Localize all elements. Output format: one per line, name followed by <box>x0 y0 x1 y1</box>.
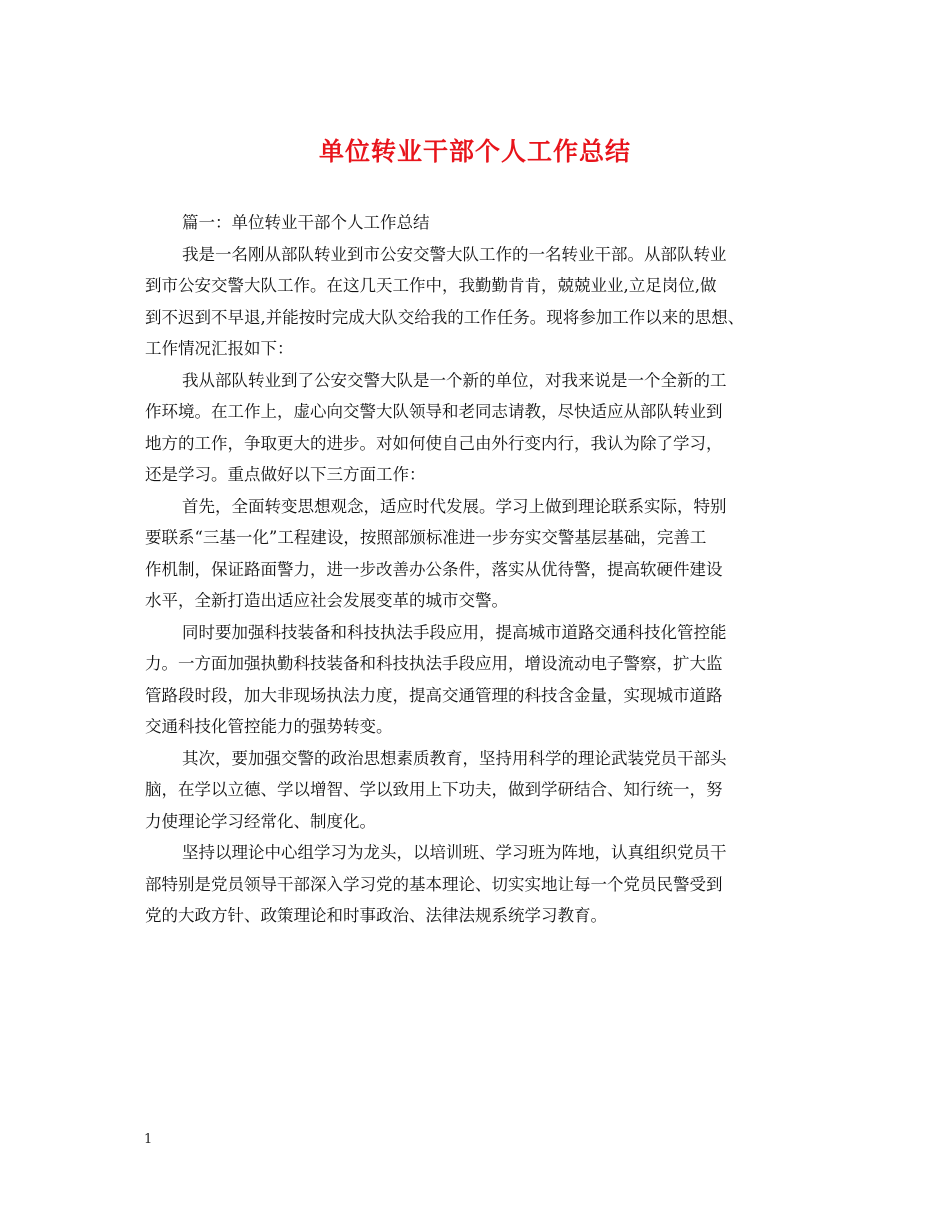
paragraph-line: 还是学习。重点做好以下三方面工作： <box>145 465 426 484</box>
paragraph-line: 其次，要加强交警的政治思想素质教育，坚持用科学的理论武装党员干部头 <box>182 748 727 768</box>
paragraph-line: 水平，全新打造出适应社会发展变革的城市交警。 <box>145 591 508 610</box>
paragraph-line: 首先，全面转变思想观念，适应时代发展。学习上做到理论联系实际，特别 <box>182 496 727 516</box>
paragraph-line: 作环境。在工作上，虚心向交警大队领导和老同志请教，尽快适应从部队转业到 <box>145 402 723 421</box>
paragraph-line: 我是一名刚从部队转业到市公安交警大队工作的一名转业干部。从部队转业 <box>182 244 727 264</box>
paragraph-line: 力。一方面加强执勤科技装备和科技执法手段应用，增设流动电子警察，扩大监 <box>145 654 723 673</box>
paragraph-line: 坚持以理论中心组学习为龙头，以培训班、学习班为阵地，认真组织党员干 <box>182 843 727 862</box>
paragraph-line: 要联系“三基一化”工程建设，按照部颁标准进一步夯实交警基层基础，完善工 <box>145 528 707 547</box>
paragraph-line: 党的大政方针、政策理论和时事政治、法律法规系统学习教育。 <box>145 906 607 925</box>
page-number: 1 <box>144 1132 153 1147</box>
paragraph-line: 地方的工作，争取更大的进步。对如何使自己由外行变内行，我认为除了学习， <box>145 433 723 453</box>
paragraph-line: 作机制，保证路面警力，进一步改善办公条件，落实从优待警，提高软硬件建设 <box>145 559 723 579</box>
paragraph-line: 我从部队转业到了公安交警大队是一个新的单位，对我来说是一个全新的工 <box>182 370 727 390</box>
document-title: 单位转业干部个人工作总结 <box>318 137 631 166</box>
section-heading: 篇一：单位转业干部个人工作总结 <box>182 213 430 232</box>
document-body <box>145 207 825 932</box>
paragraph-line: 到不迟到不早退,并能按时完成大队交给我的工作任务。现将参加工作以来的思想、 <box>145 307 745 327</box>
paragraph-line: 交通科技化管控能力的强势转变。 <box>145 717 393 736</box>
paragraph-line: 管路段时段，加大非现场执法力度，提高交通管理的科技含金量，实现城市道路 <box>145 685 723 705</box>
paragraph-line: 部特别是党员领导干部深入学习党的基本理论、切实实地让每一个党员民警受到 <box>145 874 723 894</box>
paragraph-line: 力使理论学习经常化、制度化。 <box>145 811 376 831</box>
paragraph-line: 脑，在学以立德、学以增智、学以致用上下功夫，做到学研结合、知行统一，努 <box>145 780 723 799</box>
paragraph-line: 同时要加强科技装备和科技执法手段应用，提高城市道路交通科技化管控能 <box>182 622 727 642</box>
paragraph-line: 到市公安交警大队工作。在这几天工作中，我勤勤肯肯，兢兢业业,立足岗位,做 <box>145 276 717 295</box>
paragraph-line: 工作情况汇报如下： <box>145 339 294 358</box>
